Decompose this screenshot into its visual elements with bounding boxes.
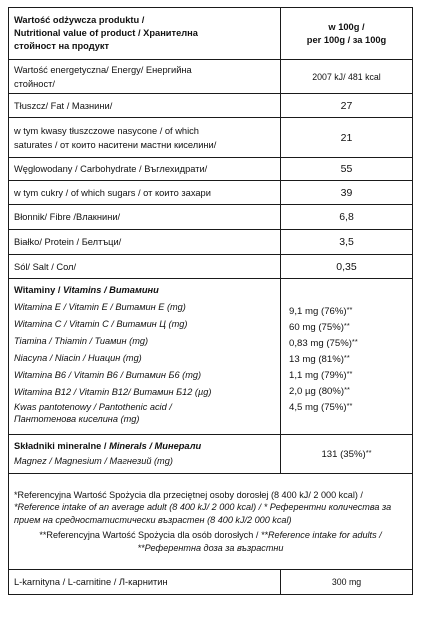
vitamin-c-value xyxy=(281,318,412,334)
pantothenic-mark: ** xyxy=(346,401,353,410)
magnesium-value xyxy=(281,435,413,474)
row-salt xyxy=(9,255,413,279)
header-value-line2: per 100g / за 100g xyxy=(306,34,387,45)
protein-label: Białko/ Protein / Белтъци/ xyxy=(9,230,281,255)
carnitine-value: 300 mg xyxy=(281,570,413,595)
saturates-label xyxy=(9,118,281,158)
vitamins-heading xyxy=(14,282,280,299)
thiamin-mark: ** xyxy=(351,337,358,346)
protein-value: 3,5 xyxy=(281,230,413,255)
pantothenic-acid-label xyxy=(14,401,280,426)
footnote-p2-pl: Referencyjna Wartość Spożycia dla osób dorosłych / xyxy=(46,530,261,541)
vitamin-b12-amount: 2,0 µg (80%) xyxy=(289,386,345,397)
pantothenic-label-line2: Пантотенова киселина (mg) xyxy=(14,413,140,424)
niacin-mark: ** xyxy=(343,353,350,362)
row-minerals xyxy=(9,435,413,474)
fat-value: 27 xyxy=(281,94,413,118)
thiamin-value xyxy=(281,334,412,350)
salt-label: Sól/ Salt / Сол/ xyxy=(9,255,281,279)
footnote-cell xyxy=(9,474,413,570)
vitamin-e-mark: ** xyxy=(346,305,353,314)
saturates-label-line1: w tym kwasy tłuszczowe nasycone / of which xyxy=(14,125,199,136)
niacin-label: Niacyna / Niacin / Ниацин (mg) xyxy=(14,353,142,363)
pantothenic-acid-value xyxy=(281,398,412,414)
salt-value: 0,35 xyxy=(281,255,413,279)
header-row xyxy=(9,8,413,60)
vitamin-b6-amount: 1,1 mg (79%) xyxy=(289,370,347,381)
fibre-label: Błonnik/ Fibre /Влакнини/ xyxy=(9,205,281,230)
row-vitamins xyxy=(9,279,413,435)
energy-label xyxy=(9,60,281,94)
vitamin-e-label: Witamina E / Vitamin E / Витамин Е (mg) xyxy=(14,302,186,312)
header-label-line3: стойност на продукт xyxy=(14,41,110,51)
footnote-p1-pl: *Referencyjna Wartość Spożycia dla przeciętnej osoby dorosłej (8 400 kJ/ 2 000 kcal) / xyxy=(14,489,363,500)
thiamin-label: Tiamina / Thiamin / Тиамин (mg) xyxy=(14,336,149,346)
vitamin-c-amount: 60 mg (75%) xyxy=(289,322,344,333)
vitamin-b6-value xyxy=(281,366,412,382)
minerals-heading-en-bg: Minerals / Минерали xyxy=(109,441,202,451)
energy-value: 2007 kJ/ 481 kcal xyxy=(281,60,413,94)
vitamins-heading-en-bg: Vitamins / Витамини xyxy=(63,285,159,295)
carbohydrate-label: Węglowodany / Carbohydrate / Въглехидрати/ xyxy=(9,158,281,181)
thiamin-amount: 0,83 mg (75%) xyxy=(289,338,352,349)
vitamin-b6-mark: ** xyxy=(346,369,353,378)
saturates-value: 21 xyxy=(281,118,413,158)
nutrition-table xyxy=(8,7,413,595)
sugars-value: 39 xyxy=(281,181,413,205)
vitamin-e-value xyxy=(281,302,412,318)
header-label-line2b: / Хранителна xyxy=(135,28,198,38)
vitamin-b6-label: Witamina B6 / Vitamin B6 / Витамин Б6 (mg) xyxy=(14,370,202,380)
row-carbohydrate xyxy=(9,158,413,181)
row-sugars xyxy=(9,181,413,205)
footnote-p1-en-bg: *Reference intake of an average adult (8 400 kJ/ 2 000 kcal) / * Референтни количества за прием на средностатистически възрастен (8 400 kJ/2 000 kcal) xyxy=(14,502,392,525)
carnitine-label: L-karnityna / L-carnitine / Л-карнитин xyxy=(9,570,281,595)
minerals-label-cell xyxy=(9,435,281,474)
row-saturates xyxy=(9,118,413,158)
vitamin-e-amount: 9,1 mg (76%) xyxy=(289,306,347,317)
vitamin-c-mark: ** xyxy=(343,321,350,330)
row-fibre xyxy=(9,205,413,230)
row-fat xyxy=(9,94,413,118)
row-footnote xyxy=(9,474,413,570)
sugars-label: w tym cukry / of which sugars / от които захари xyxy=(9,181,281,205)
magnesium-amount: 131 (35%) xyxy=(321,449,366,460)
pantothenic-amount: 4,5 mg (75%) xyxy=(289,402,347,413)
header-label-line1: Wartość odżywcza produktu / xyxy=(14,15,145,25)
footnote-p2-mark: ** xyxy=(39,530,47,541)
minerals-heading-pl: Składniki mineralne / xyxy=(14,441,110,451)
row-protein xyxy=(9,230,413,255)
header-label-line2: Nutritional value of product xyxy=(14,28,136,38)
vitamins-label-cell xyxy=(9,279,281,435)
row-carnitine xyxy=(9,570,413,595)
fat-label: Tłuszcz/ Fat / Мазнини/ xyxy=(9,94,281,118)
vitamin-b12-mark: ** xyxy=(344,385,350,394)
footnote-p2-en-bg: **Reference intake for adults / **Референтна доза за възрастни xyxy=(137,530,382,553)
vitamin-b12-value xyxy=(281,382,412,398)
row-energy xyxy=(9,60,413,94)
energy-label-line1: Wartość energetyczna/ Energy/ Енергийна xyxy=(14,64,192,75)
vitamins-heading-pl: Witaminy / xyxy=(14,285,63,295)
vitamin-b12-label: Witamina B12 / Vitamin B12/ Витамин Б12 (µg) xyxy=(14,387,212,397)
header-value-cell xyxy=(281,8,413,60)
magnesium-label: Magnez / Magnesium / Магнезий (mg) xyxy=(14,456,173,466)
carbohydrate-value: 55 xyxy=(281,158,413,181)
minerals-heading xyxy=(14,439,280,454)
header-value-line1: w 100g / xyxy=(328,21,365,32)
footnote-p2 xyxy=(14,529,407,554)
fibre-value: 6,8 xyxy=(281,205,413,230)
saturates-label-line2: saturates / от които наситени мастни киселини/ xyxy=(14,139,217,150)
header-label-cell xyxy=(9,8,281,60)
vitamins-value-cell xyxy=(281,279,413,435)
energy-label-line2: стойност/ xyxy=(14,78,55,89)
niacin-amount: 13 mg (81%) xyxy=(289,354,344,365)
niacin-value xyxy=(281,350,412,366)
magnesium-mark: ** xyxy=(365,448,372,457)
vitamin-c-label: Witamina C / Vitamin C / Витамин Ц (mg) xyxy=(14,319,188,329)
pantothenic-label-line1: Kwas pantotenowy / Pantothenic acid / xyxy=(14,402,172,412)
